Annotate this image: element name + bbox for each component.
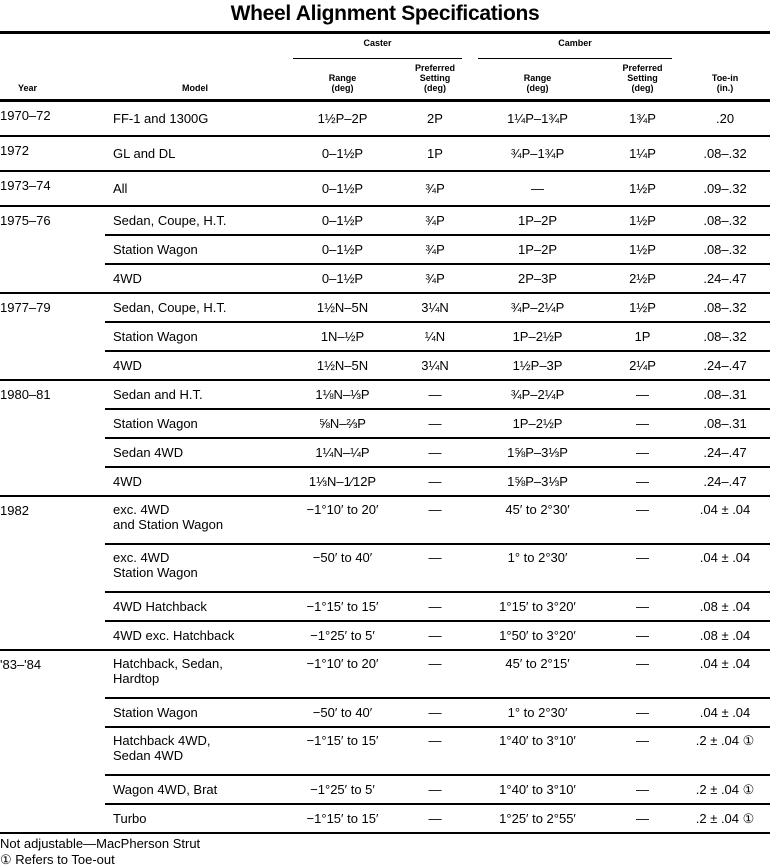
camber-pref-cell: —	[605, 380, 680, 409]
model-cell: Wagon 4WD, Brat	[105, 775, 285, 804]
camber-pref-cell: 1½P	[605, 293, 680, 322]
year-header: Year	[0, 63, 105, 101]
caster-range-cell: 0–1½P	[285, 264, 400, 293]
toe-header: Toe-in (in.)	[680, 63, 770, 101]
toe-cell: .08–.32	[680, 206, 770, 235]
caster-pref-cell: —	[400, 438, 470, 467]
camber-pref-header: Preferred Setting (deg)	[605, 63, 680, 101]
camber-range-header: Range (deg)	[470, 63, 605, 101]
camber-range-cell: ¾P–1¾P	[470, 136, 605, 171]
model-cell: FF-1 and 1300G	[105, 101, 285, 137]
year-cell: 1975–76	[0, 206, 105, 293]
caster-group-header: Caster	[285, 33, 470, 64]
camber-pref-cell: —	[605, 467, 680, 496]
caster-pref-cell: —	[400, 592, 470, 621]
table-row	[0, 101, 770, 137]
caster-range-cell: −1°25′ to 5′	[285, 621, 400, 650]
caster-pref-cell: —	[400, 727, 470, 775]
toe-cell: .04 ± .04	[680, 496, 770, 544]
model-cell: Hatchback 4WD, Sedan 4WD	[105, 727, 285, 775]
model-cell: Station Wagon	[105, 322, 285, 351]
year-cell: '83–'84	[0, 650, 105, 833]
camber-pref-cell: —	[605, 775, 680, 804]
year-cell: 1970–72	[0, 101, 105, 137]
caster-pref-cell: —	[400, 650, 470, 698]
caster-pref-cell: 3¼N	[400, 351, 470, 380]
table-row	[0, 293, 770, 322]
caster-pref-cell: —	[400, 380, 470, 409]
table-row	[0, 775, 770, 804]
caster-range-cell: −50′ to 40′	[285, 544, 400, 592]
camber-range-cell: 1°40′ to 3°10′	[470, 727, 605, 775]
caster-range-cell: 1½N–5N	[285, 293, 400, 322]
toe-cell: .08 ± .04	[680, 621, 770, 650]
toe-cell: .08–.32	[680, 293, 770, 322]
table-row	[0, 544, 770, 592]
caster-range-cell: −1°15′ to 15′	[285, 804, 400, 833]
camber-range-cell: 1½P–3P	[470, 351, 605, 380]
toe-cell: .2 ± .04 ①	[680, 804, 770, 833]
model-cell: Station Wagon	[105, 409, 285, 438]
camber-pref-cell: —	[605, 544, 680, 592]
caster-range-cell: −1°10′ to 20′	[285, 496, 400, 544]
camber-pref-cell: —	[605, 727, 680, 775]
camber-range-cell: 1⅝P–3⅓P	[470, 467, 605, 496]
camber-range-cell: 1⅝P–3⅓P	[470, 438, 605, 467]
table-row	[0, 592, 770, 621]
camber-range-cell: 1°15′ to 3°20′	[470, 592, 605, 621]
camber-range-cell: 1°25′ to 2°55′	[470, 804, 605, 833]
caster-pref-cell: ¼N	[400, 322, 470, 351]
model-cell: exc. 4WD and Station Wagon	[105, 496, 285, 544]
table-row	[0, 727, 770, 775]
caster-range-cell: −1°25′ to 5′	[285, 775, 400, 804]
toe-cell: .08–.32	[680, 322, 770, 351]
camber-pref-cell: —	[605, 621, 680, 650]
caster-range-cell: ⅝N–⅔P	[285, 409, 400, 438]
camber-pref-cell: 1½P	[605, 171, 680, 206]
camber-range-cell: 1°50′ to 3°20′	[470, 621, 605, 650]
table-row	[0, 322, 770, 351]
caster-range-cell: 0–1½P	[285, 171, 400, 206]
model-cell: 4WD	[105, 351, 285, 380]
year-cell: 1977–79	[0, 293, 105, 380]
model-cell: 4WD	[105, 467, 285, 496]
camber-group-header: Camber	[470, 33, 680, 64]
toe-cell: .20	[680, 101, 770, 137]
toe-cell: .08–.31	[680, 409, 770, 438]
table-row	[0, 235, 770, 264]
model-cell: Hatchback, Sedan, Hardtop	[105, 650, 285, 698]
caster-range-cell: 1N–½P	[285, 322, 400, 351]
toe-cell: .08–.32	[680, 235, 770, 264]
toe-cell: .2 ± .04 ①	[680, 727, 770, 775]
toe-cell: .04 ± .04	[680, 698, 770, 727]
table-row	[0, 171, 770, 206]
camber-range-cell: 1P–2½P	[470, 322, 605, 351]
table-row	[0, 409, 770, 438]
toe-cell: .24–.47	[680, 351, 770, 380]
caster-range-cell: 1½N–5N	[285, 351, 400, 380]
table-row	[0, 496, 770, 544]
caster-pref-cell: ¾P	[400, 264, 470, 293]
caster-range-cell: 0–1½P	[285, 206, 400, 235]
caster-pref-cell: 2P	[400, 101, 470, 137]
caster-pref-cell: —	[400, 409, 470, 438]
table-row	[0, 438, 770, 467]
camber-pref-cell: —	[605, 650, 680, 698]
camber-range-cell: 1¼P–1¾P	[470, 101, 605, 137]
caster-pref-cell: —	[400, 467, 470, 496]
caster-range-cell: −1°15′ to 15′	[285, 592, 400, 621]
toe-cell: .2 ± .04 ①	[680, 775, 770, 804]
caster-pref-cell: ¾P	[400, 171, 470, 206]
camber-range-cell: 1P–2P	[470, 206, 605, 235]
camber-range-cell: —	[470, 171, 605, 206]
footnote-toe-out: ① Refers to Toe-out	[0, 852, 115, 867]
caster-pref-cell: 3¼N	[400, 293, 470, 322]
model-cell: 4WD	[105, 264, 285, 293]
toe-cell: .24–.47	[680, 467, 770, 496]
table-row	[0, 351, 770, 380]
table-row	[0, 621, 770, 650]
caster-range-cell: 1¼N–¼P	[285, 438, 400, 467]
model-cell: All	[105, 171, 285, 206]
table-row	[0, 804, 770, 833]
caster-pref-cell: —	[400, 804, 470, 833]
camber-pref-cell: 2¼P	[605, 351, 680, 380]
table-row	[0, 264, 770, 293]
model-cell: exc. 4WD Station Wagon	[105, 544, 285, 592]
camber-range-cell: ¾P–2¼P	[470, 380, 605, 409]
caster-range-header: Range (deg)	[285, 63, 400, 101]
camber-pref-cell: 1½P	[605, 206, 680, 235]
alignment-table	[0, 31, 770, 834]
footnote-dash: Not adjustable—MacPherson Strut	[0, 836, 201, 851]
caster-range-cell: 0–1½P	[285, 136, 400, 171]
camber-pref-cell: 1P	[605, 322, 680, 351]
caster-range-cell: 1½P–2P	[285, 101, 400, 137]
caster-pref-cell: —	[400, 544, 470, 592]
camber-pref-cell: —	[605, 804, 680, 833]
model-cell: Sedan, Coupe, H.T.	[105, 293, 285, 322]
toe-cell: .04 ± .04	[680, 650, 770, 698]
camber-range-cell: 1°40′ to 3°10′	[470, 775, 605, 804]
model-cell: Station Wagon	[105, 698, 285, 727]
caster-range-cell: 0–1½P	[285, 235, 400, 264]
camber-pref-cell: —	[605, 438, 680, 467]
model-cell: Sedan, Coupe, H.T.	[105, 206, 285, 235]
toe-cell: .08–.32	[680, 136, 770, 171]
camber-pref-cell: —	[605, 698, 680, 727]
model-cell: Turbo	[105, 804, 285, 833]
toe-cell: .08–.31	[680, 380, 770, 409]
model-cell: Station Wagon	[105, 235, 285, 264]
caster-range-cell: −1°10′ to 20′	[285, 650, 400, 698]
year-cell: 1972	[0, 136, 105, 171]
page-title: Wheel Alignment Specifications	[230, 2, 540, 25]
caster-pref-cell: —	[400, 698, 470, 727]
model-cell: GL and DL	[105, 136, 285, 171]
camber-range-cell: 45′ to 2°15′	[470, 650, 605, 698]
camber-pref-cell: —	[605, 496, 680, 544]
toe-cell: .08 ± .04	[680, 592, 770, 621]
table-row	[0, 698, 770, 727]
camber-pref-cell: 1½P	[605, 235, 680, 264]
model-header: Model	[105, 63, 285, 101]
caster-pref-header: Preferred Setting (deg)	[400, 63, 470, 101]
model-cell: 4WD Hatchback	[105, 592, 285, 621]
camber-pref-cell: 1¼P	[605, 136, 680, 171]
table-row	[0, 467, 770, 496]
camber-range-cell: 1° to 2°30′	[470, 698, 605, 727]
caster-range-cell: −50′ to 40′	[285, 698, 400, 727]
camber-range-cell: 2P–3P	[470, 264, 605, 293]
year-cell: 1973–74	[0, 171, 105, 206]
camber-pref-cell: —	[605, 592, 680, 621]
year-cell: 1980–81	[0, 380, 105, 496]
caster-range-cell: 1⅛N–⅓P	[285, 380, 400, 409]
year-cell: 1982	[0, 496, 105, 650]
caster-pref-cell: ¾P	[400, 206, 470, 235]
toe-cell: .24–.47	[680, 438, 770, 467]
model-cell: Sedan and H.T.	[105, 380, 285, 409]
caster-pref-cell: —	[400, 621, 470, 650]
camber-pref-cell: 2½P	[605, 264, 680, 293]
caster-range-cell: −1°15′ to 15′	[285, 727, 400, 775]
camber-pref-cell: —	[605, 409, 680, 438]
caster-pref-cell: 1P	[400, 136, 470, 171]
toe-cell: .24–.47	[680, 264, 770, 293]
table-row	[0, 136, 770, 171]
camber-pref-cell: 1¾P	[605, 101, 680, 137]
table-row	[0, 650, 770, 698]
caster-range-cell: 1⅓N–1⁄12P	[285, 467, 400, 496]
caster-pref-cell: —	[400, 775, 470, 804]
camber-range-cell: 1P–2½P	[470, 409, 605, 438]
camber-range-cell: 1P–2P	[470, 235, 605, 264]
toe-cell: .09–.32	[680, 171, 770, 206]
table-row	[0, 380, 770, 409]
toe-cell: .04 ± .04	[680, 544, 770, 592]
camber-range-cell: 45′ to 2°30′	[470, 496, 605, 544]
table-row	[0, 206, 770, 235]
model-cell: Sedan 4WD	[105, 438, 285, 467]
caster-pref-cell: ¾P	[400, 235, 470, 264]
camber-range-cell: ¾P–2¼P	[470, 293, 605, 322]
model-cell: 4WD exc. Hatchback	[105, 621, 285, 650]
camber-range-cell: 1° to 2°30′	[470, 544, 605, 592]
caster-pref-cell: —	[400, 496, 470, 544]
